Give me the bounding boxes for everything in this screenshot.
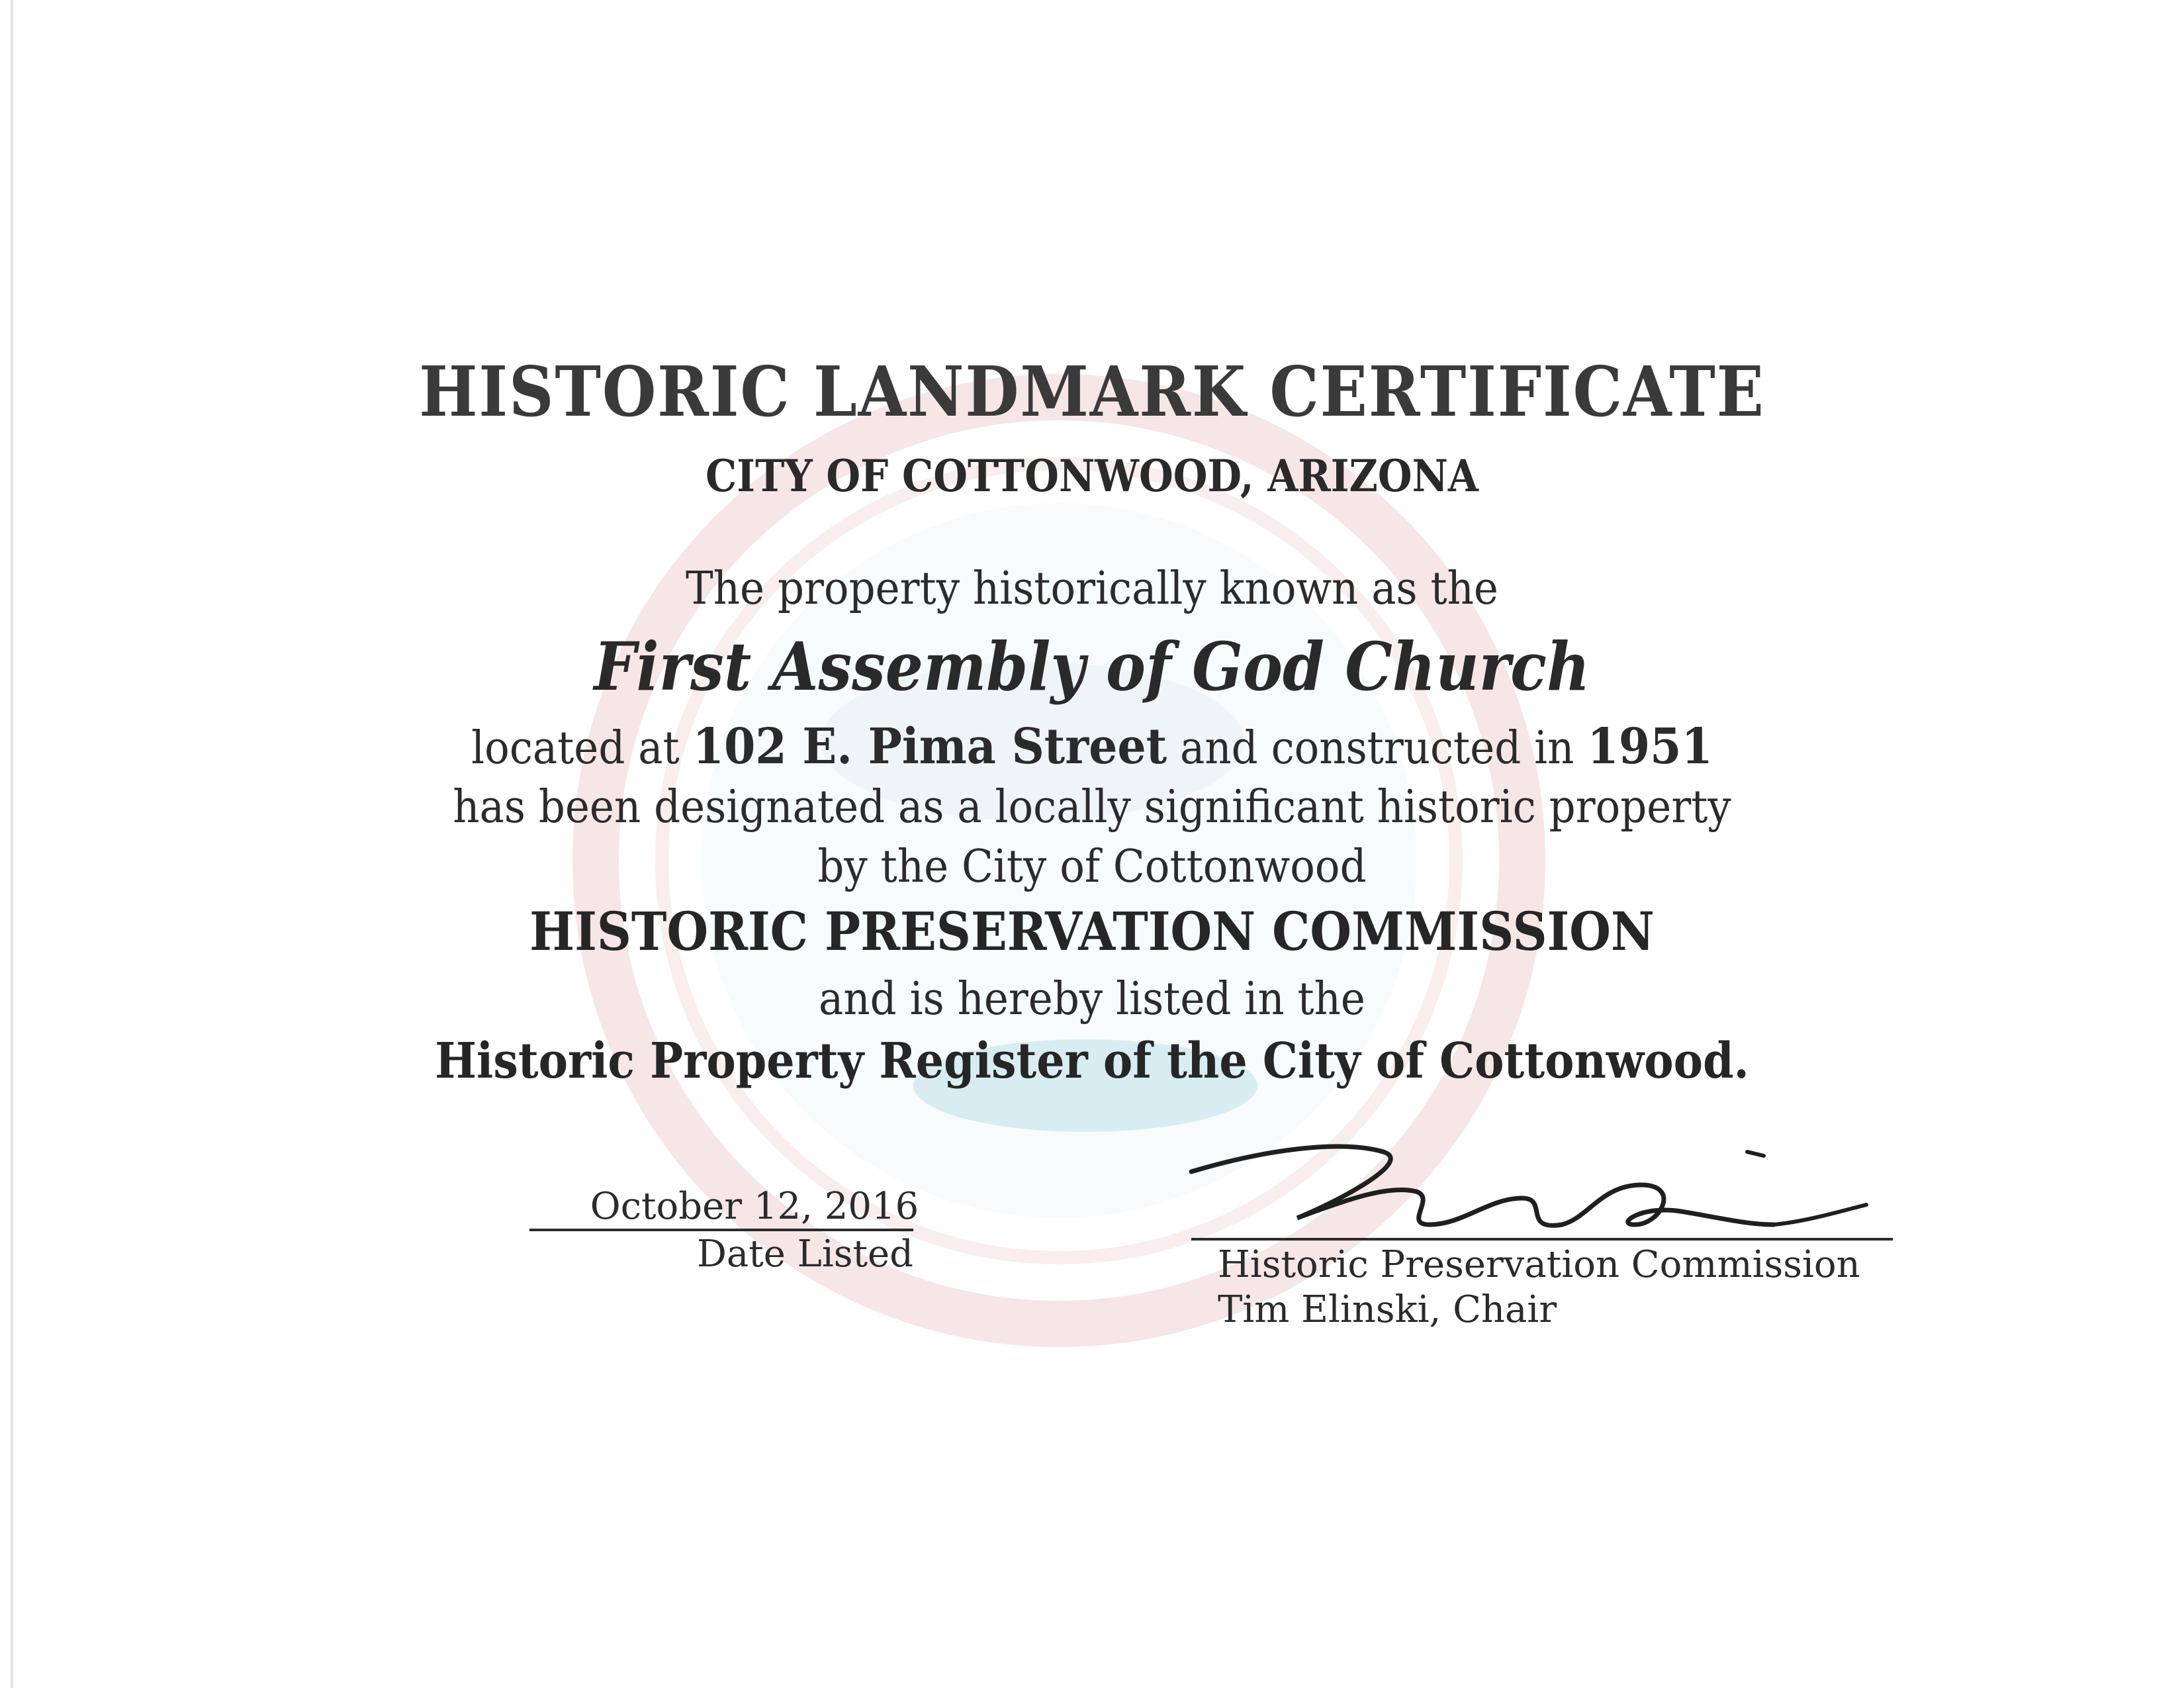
date-listed-label: Date Listed: [696, 1233, 913, 1276]
date-listed-value: October 12, 2016: [590, 1185, 919, 1228]
location-line: [87, 718, 2097, 775]
signer-organization: Historic Preservation Commission: [1218, 1243, 1860, 1286]
certificate-subtitle: CITY OF COTTONWOOD, ARIZONA: [705, 450, 1479, 502]
listed-line: and is hereby listed in the: [819, 973, 1365, 1025]
construction-year: 1951: [1587, 718, 1713, 775]
scan-edge: [11, 0, 13, 1688]
constructed-text: and constructed in: [1167, 722, 1588, 774]
date-rule: [529, 1229, 913, 1231]
located-prefix: located at: [471, 722, 693, 774]
property-address: 102 E. Pima Street: [692, 718, 1167, 775]
by-city-line: by the City of Cottonwood: [817, 841, 1367, 893]
designation-line: has been designated as a locally significant historic property: [453, 781, 1731, 833]
intro-line: The property historically known as the: [686, 563, 1498, 615]
register-line: Historic Property Register of the City of Cottonwood.: [435, 1033, 1749, 1090]
signature-rule: [1191, 1238, 1893, 1241]
certificate-title: HISTORIC LANDMARK CERTIFICATE: [419, 351, 1765, 432]
commission-heading: HISTORIC PRESERVATION COMMISSION: [529, 900, 1655, 962]
signer-name: Tim Elinski, Chair: [1218, 1288, 1557, 1331]
property-name: First Assembly of God Church: [594, 628, 1590, 706]
